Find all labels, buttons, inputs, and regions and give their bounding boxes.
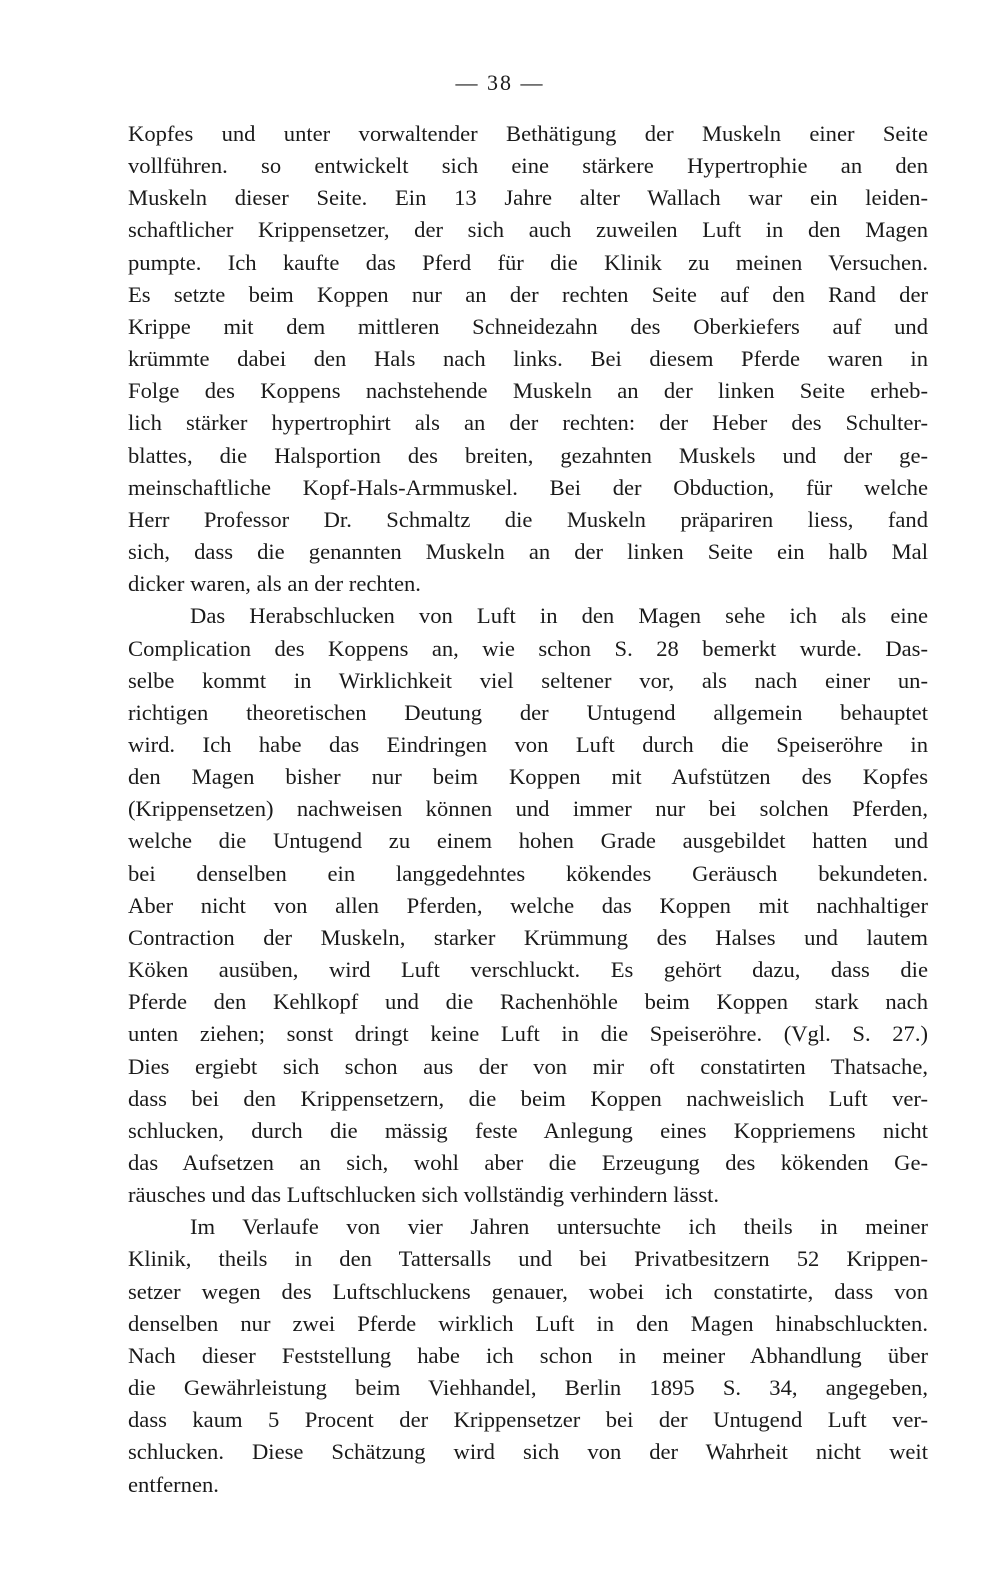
page-body: [128, 118, 928, 1501]
text-line: Das Herabschlucken von Luft in den Magen sehe ich als eine: [190, 603, 928, 629]
text-line: setzer wegen des Luftschluckens genauer, wobei ich constatirte, dass von: [128, 1278, 928, 1304]
text-line: Aber nicht von allen Pferden, welche das Koppen mit nachhaltiger: [128, 892, 928, 918]
text-line: den Magen bisher nur beim Koppen mit Aufstützen des Kopfes: [128, 764, 928, 790]
text-line: räusches und das Luftschlucken sich vollständig verhindern lässt.: [128, 1182, 720, 1208]
paragraph-2: [128, 600, 928, 1211]
text-line: richtigen theoretischen Deutung der Untugend allgemein behauptet: [128, 699, 928, 725]
text-line: blattes, die Halsportion des breiten, gezahnten Muskels und der ge-: [128, 442, 928, 468]
text-line: Krippe mit dem mittleren Schneidezahn des Oberkiefers auf und: [128, 313, 928, 339]
text-line: (Krippensetzen) nachweisen können und immer nur bei solchen Pferden,: [128, 796, 928, 822]
paragraph-3: [128, 1211, 928, 1500]
text-line: sich, dass die genannten Muskeln an der linken Seite ein halb Mal: [128, 539, 928, 565]
text-line: Kopfes und unter vorwaltender Bethätigung der Muskeln einer Seite: [128, 121, 928, 146]
text-line: welche die Untugend zu einem hohen Grade ausgebildet hatten und: [128, 828, 928, 854]
text-line: Dies ergiebt sich schon aus der von mir oft constatirten Thatsache,: [128, 1053, 928, 1079]
text-line: selbe kommt in Wirklichkeit viel seltener vor, als nach einer un-: [128, 667, 928, 693]
text-line: pumpte. Ich kaufte das Pferd für die Klinik zu meinen Versuchen.: [128, 249, 928, 275]
text-line: bei denselben ein langgedehntes kökendes Geräusch bekundeten.: [128, 860, 928, 886]
text-line: Herr Professor Dr. Schmaltz die Muskeln präpariren liess, fand: [128, 506, 928, 532]
text-line: Köken ausüben, wird Luft verschluckt. Es gehört dazu, dass die: [128, 957, 928, 983]
text-line: denselben nur zwei Pferde wirklich Luft in den Magen hinabschluckten.: [128, 1310, 928, 1336]
text-line: meinschaftliche Kopf-Hals-Armmuskel. Bei der Obduction, für welche: [128, 474, 928, 500]
text-line: vollführen. so entwickelt sich eine stärkere Hypertrophie an den: [128, 153, 928, 179]
paragraph-1: [128, 118, 928, 600]
text-line: unten ziehen; sonst dringt keine Luft in die Speiseröhre. (Vgl. S. 27.): [128, 1021, 928, 1047]
text-line: Nach dieser Feststellung habe ich schon in meiner Abhandlung über: [128, 1342, 928, 1368]
text-line: entfernen.: [128, 1471, 219, 1497]
text-line: das Aufsetzen an sich, wohl aber die Erzeugung des kökenden Ge-: [128, 1150, 928, 1175]
page-number: — 38 —: [455, 70, 545, 95]
text-line: Pferde den Kehlkopf und die Rachenhöhle beim Koppen stark nach: [128, 989, 928, 1015]
text-line: Contraction der Muskeln, starker Krümmung des Halses und lautem: [128, 924, 928, 950]
text-line: Muskeln dieser Seite. Ein 13 Jahre alter Wallach war ein leiden-: [128, 185, 928, 211]
text-line: schaftlicher Krippensetzer, der sich auch zuweilen Luft in den Magen: [128, 217, 928, 243]
text-line: Folge des Koppens nachstehende Muskeln an der linken Seite erheb-: [128, 378, 928, 404]
text-line: Klinik, theils in den Tattersalls und bei Privatbesitzern 52 Krippen-: [128, 1246, 928, 1272]
text-line: Complication des Koppens an, wie schon S. 28 bemerkt wurde. Das-: [128, 635, 928, 661]
text-line: lich stärker hypertrophirt als an der rechten: der Heber des Schulter-: [128, 410, 928, 436]
text-line: Im Verlaufe von vier Jahren untersuchte ich theils in meiner: [190, 1214, 928, 1240]
text-line: dicker waren, als an der rechten.: [128, 571, 421, 597]
text-line: schlucken. Diese Schätzung wird sich von der Wahrheit nicht weit: [128, 1439, 928, 1465]
text-line: krümmte dabei den Hals nach links. Bei diesem Pferde waren in: [128, 346, 928, 372]
text-line: dass bei den Krippensetzern, die beim Koppen nachweislich Luft ver-: [128, 1085, 928, 1111]
text-line: dass kaum 5 Procent der Krippensetzer bei der Untugend Luft ver-: [128, 1407, 928, 1433]
text-line: die Gewährleistung beim Viehhandel, Berlin 1895 S. 34, angegeben,: [128, 1375, 928, 1401]
text-line: Es setzte beim Koppen nur an der rechten Seite auf den Rand der: [128, 281, 928, 307]
text-line: schlucken, durch die mässig feste Anlegung eines Koppriemens nicht: [128, 1117, 928, 1143]
text-line: wird. Ich habe das Eindringen von Luft durch die Speiseröhre in: [128, 731, 928, 757]
